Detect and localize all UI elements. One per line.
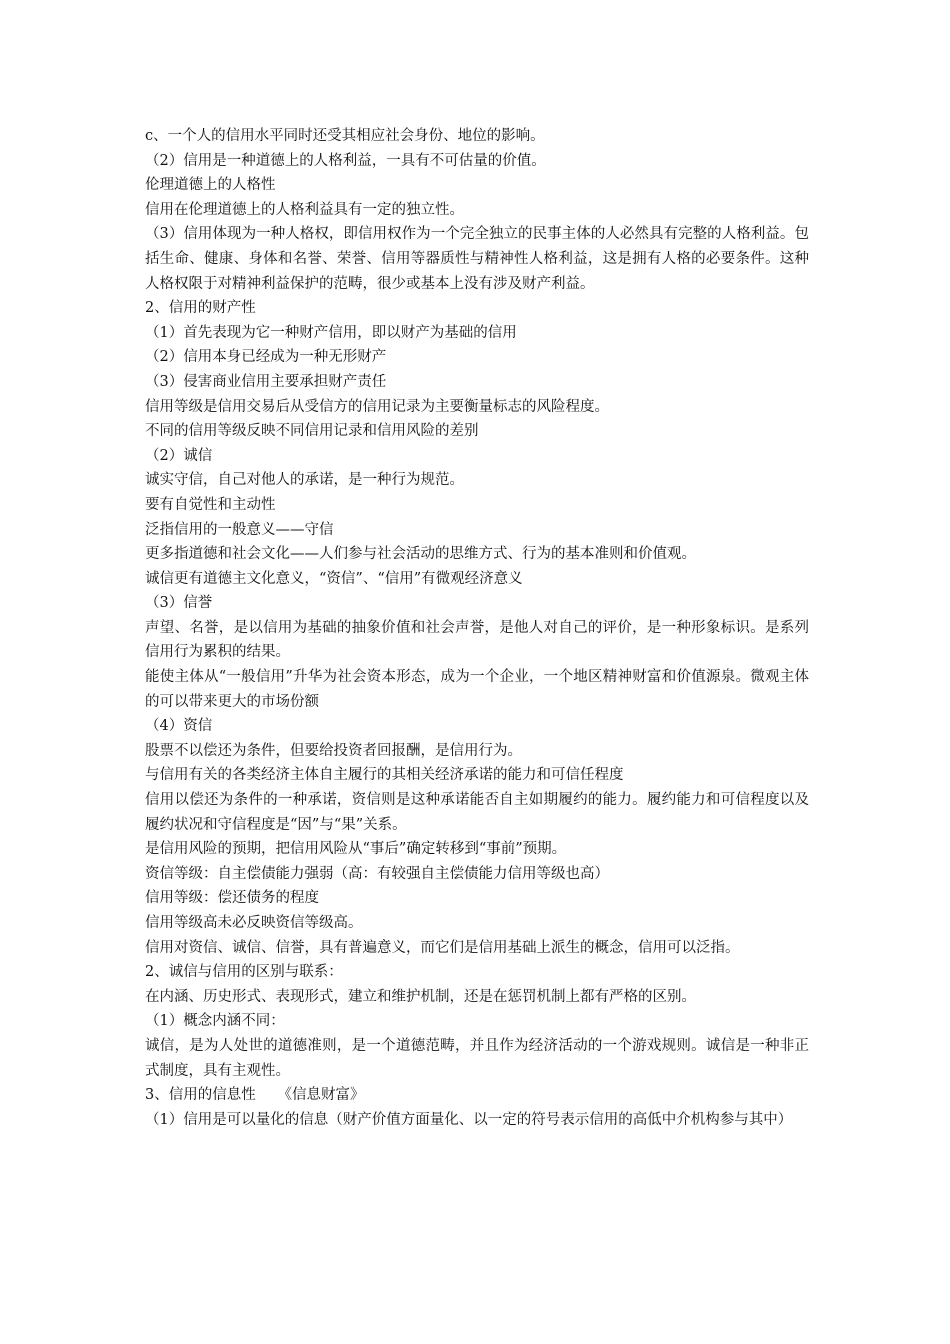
paragraph-24: 信用以偿还为条件的一种承诺，资信则是这种承诺能否自主如期履约的能力。履约能力和可信程度以及履约状况和守信程度是“因”与“果”关系。 [145, 792, 809, 833]
paragraph-13: 诚实守信，自己对他人的承诺，是一种行为规范。 [145, 472, 464, 489]
paragraph-1: c、一个人的信用水平同时还受其相应社会身份、地位的影响。 [145, 128, 545, 144]
paragraph-11: 不同的信用等级反映不同信用记录和信用风险的差别 [145, 423, 479, 440]
paragraph-10: 信用等级是信用交易后从受信方的信用记录为主要衡量标志的风险程度。 [145, 398, 609, 415]
paragraph-5: （3）信用体现为一种人格权，即信用权作为一个完全独立的民事主体的人必然具有完整的人格利益。包括生命、健康、身体和名誉、荣誉、信用等器质性与精神性人格利益，这是拥有人格的必要条件。这种人格权限于对精神利益保护的范畴，很少或基本上没有涉及财产利益。 [145, 226, 809, 292]
paragraph-12: （2）诚信 [145, 447, 213, 464]
paragraph-29: 信用对资信、诚信、信誉，具有普遍意义，而它们是信用基础上派生的概念，信用可以泛指。 [145, 939, 740, 956]
paragraph-18: （3）信誉 [145, 595, 213, 612]
paragraph-15: 泛指信用的一般意义——守信 [145, 521, 334, 538]
paragraph-32: （1）概念内涵不同： [145, 1013, 285, 1030]
document-body [145, 124, 809, 1132]
paragraph-4: 信用在伦理道德上的人格利益具有一定的独立性。 [145, 201, 464, 218]
paragraph-20: 能使主体从“一般信用”升华为社会资本形态，成为一个企业，一个地区精神财富和价值源泉。微观主体的可以带来更大的市场份额 [145, 669, 809, 710]
paragraph-33: 诚信，是为人处世的道德准则，是一个道德范畴，并且作为经济活动的一个游戏规则。诚信是一种非正式制度，具有主观性。 [145, 1037, 809, 1079]
paragraph-27: 信用等级：偿还债务的程度 [145, 890, 319, 907]
paragraph-35: （1）信用是可以量化的信息（财产价值方面量化、以一定的符号表示信用的高低中介机构参与其中） [145, 1111, 793, 1128]
section-heading-2b: 2、诚信与信用的区别与联系： [145, 964, 343, 981]
paragraph-28: 信用等级高未必反映资信等级高。 [145, 915, 363, 931]
paragraph-26: 资信等级：自主偿债能力强弱（高：有较强自主偿债能力信用等级也高） [145, 865, 609, 882]
paragraph-23: 与信用有关的各类经济主体自主履行的其相关经济承诺的能力和可信任程度 [145, 767, 624, 784]
paragraph-19: 声望、名誉，是以信用为基础的抽象价值和社会声誉，是他人对自己的评价，是一种形象标识。是系列信用行为累积的结果。 [145, 619, 809, 661]
paragraph-9: （3）侵害商业信用主要承担财产责任 [145, 373, 387, 390]
section-heading-2: 2、信用的财产性 [145, 300, 256, 317]
paragraph-14: 要有自觉性和主动性 [145, 496, 276, 513]
paragraph-25: 是信用风险的预期，把信用风险从“事后”确定转移到“事前”预期。 [145, 841, 567, 858]
paragraph-3: 伦理道德上的人格性 [145, 177, 276, 194]
paragraph-17: 诚信更有道德主文化意义，“资信”、“信用”有微观经济意义 [145, 570, 523, 587]
paragraph-8: （2）信用本身已经成为一种无形财产 [145, 349, 387, 366]
paragraph-22: 股票不以偿还为条件，但要给投资者回报酬，是信用行为。 [145, 742, 522, 759]
section-heading-3: 3、信用的信息性 《信息财富》 [145, 1087, 365, 1104]
paragraph-16: 更多指道德和社会文化——人们参与社会活动的思维方式、行为的基本准则和价值观。 [145, 546, 696, 563]
paragraph-2: （2）信用是一种道德上的人格利益，一具有不可估量的价值。 [145, 152, 546, 169]
paragraph-7: （1）首先表现为它一种财产信用，即以财产为基础的信用 [145, 324, 517, 341]
paragraph-21: （4）资信 [145, 718, 213, 735]
paragraph-31: 在内涵、历史形式、表现形式，建立和维护机制，还是在惩罚机制上都有严格的区别。 [145, 988, 696, 1005]
